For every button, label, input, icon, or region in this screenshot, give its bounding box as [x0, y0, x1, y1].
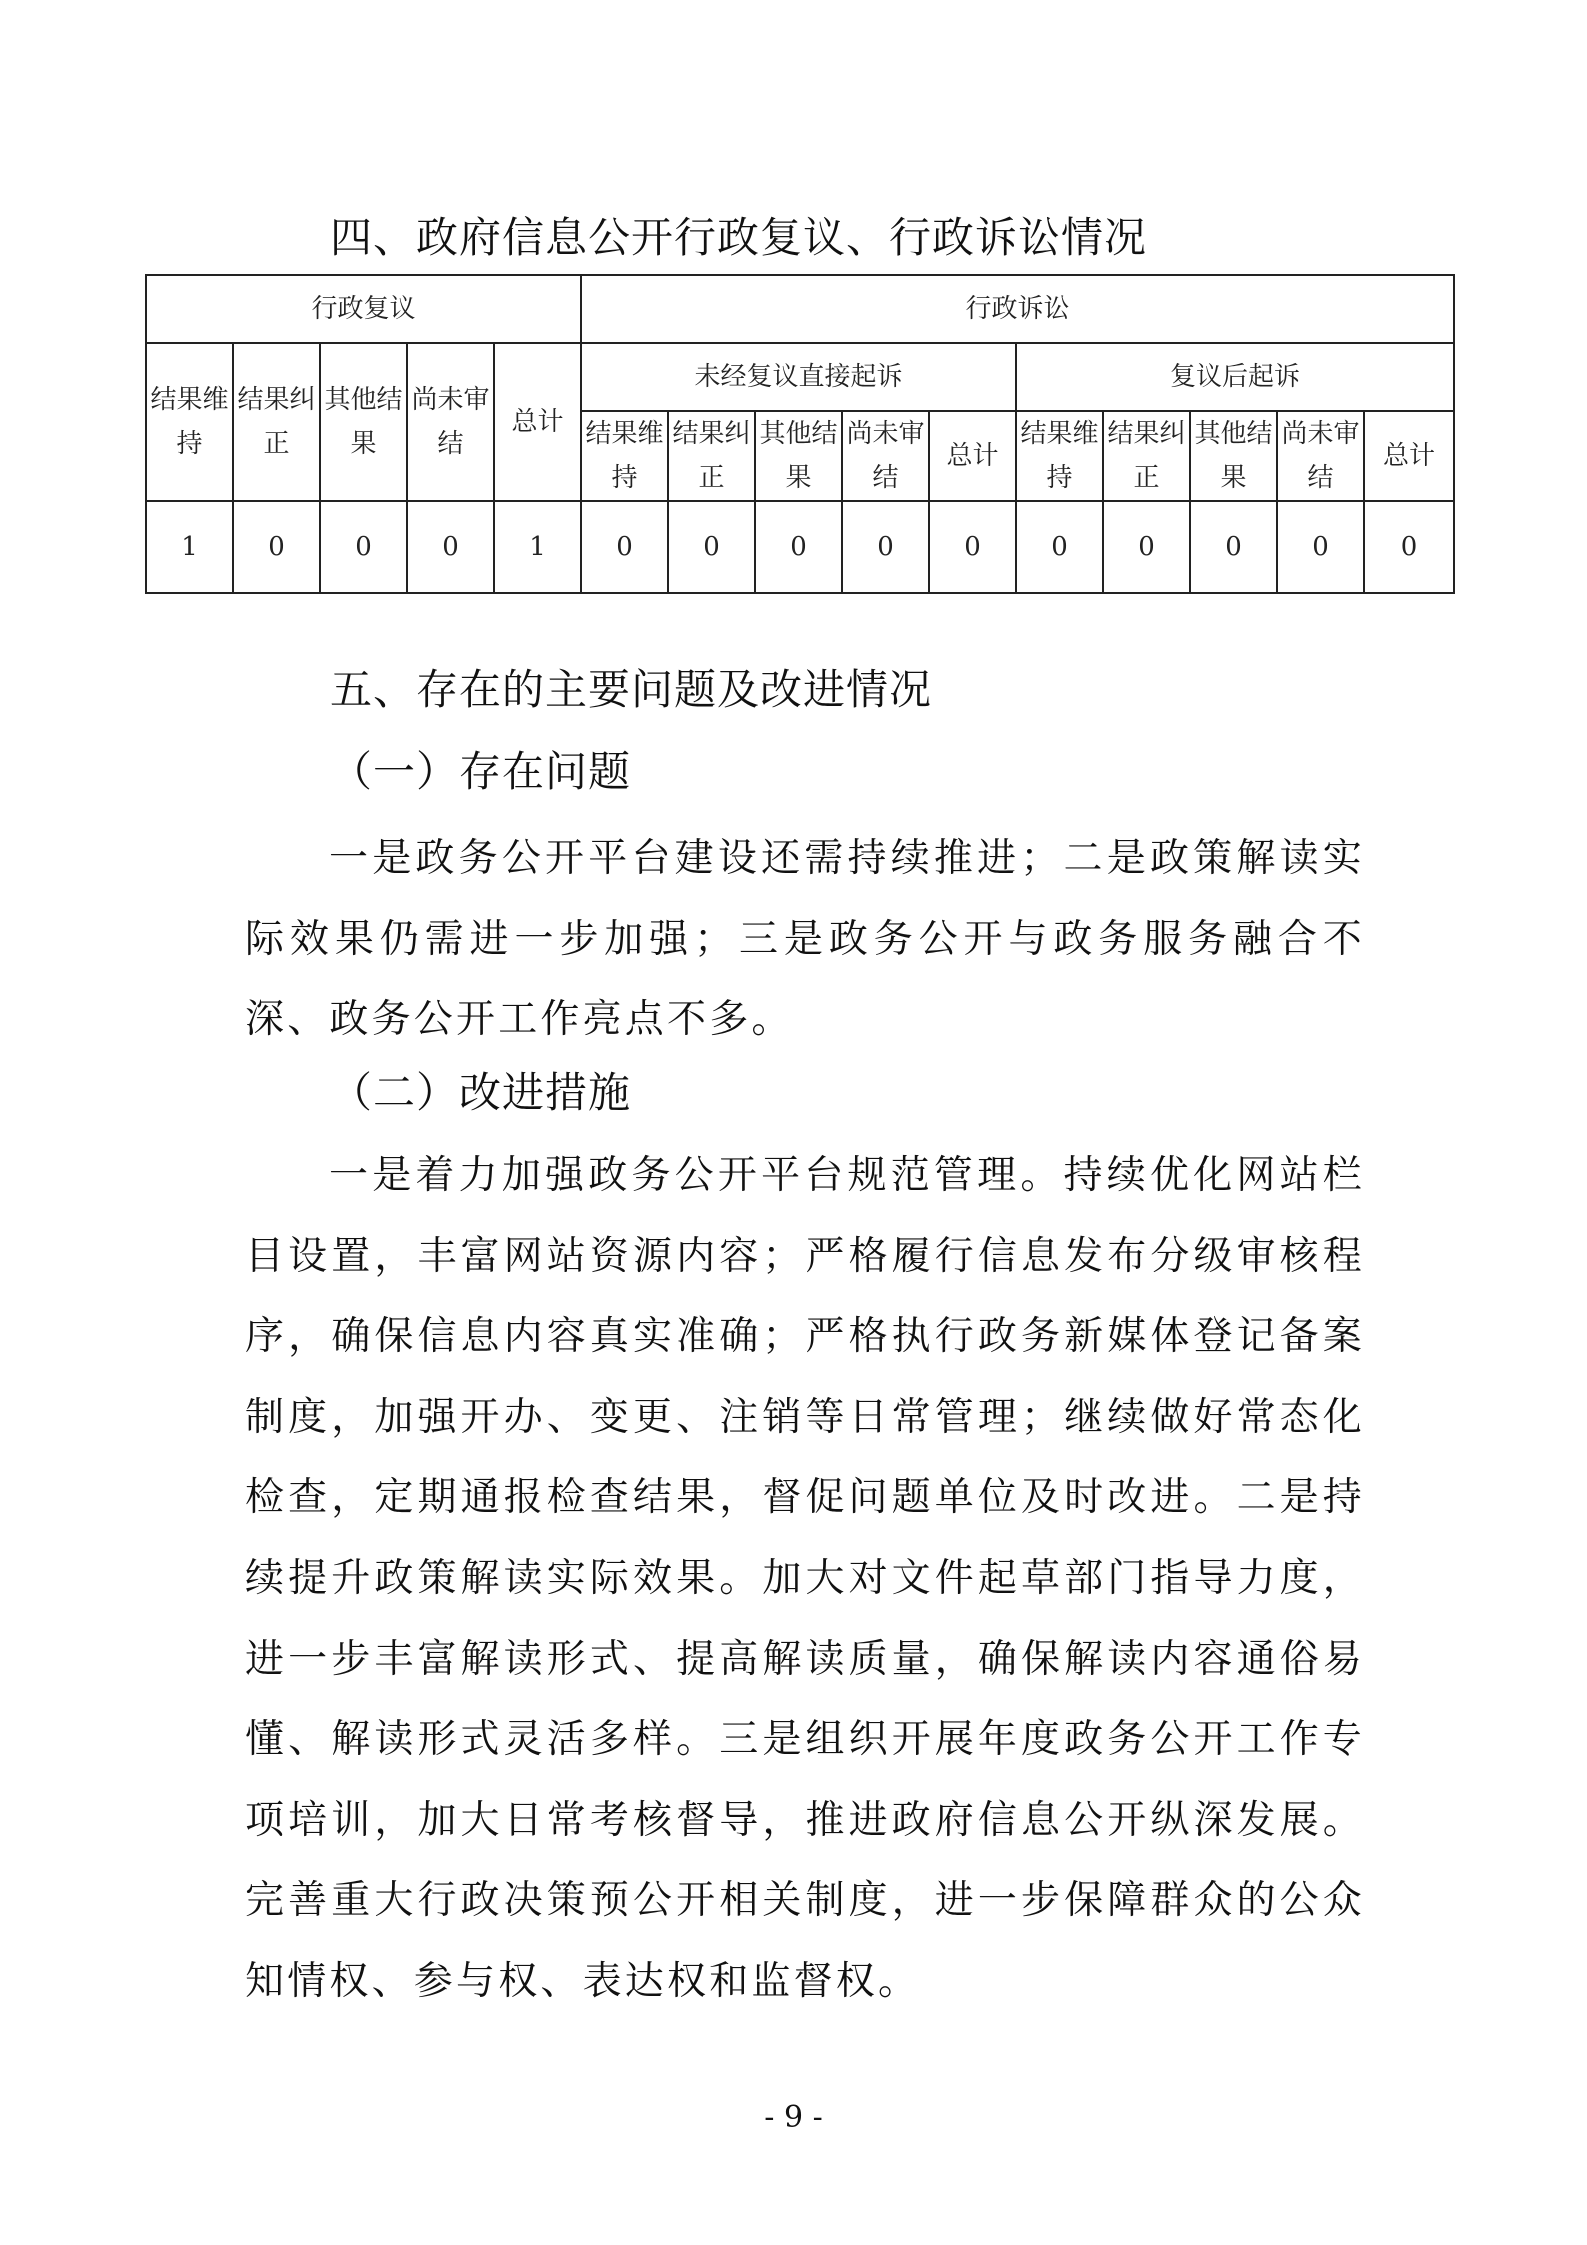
review-col-upheld: 结果维持 — [146, 343, 233, 501]
measures-lead-1: 一是 — [329, 1153, 416, 1198]
problems-text-3: 政务公开与政务服务融合不深、政务公开工作亮点不多。 — [245, 916, 1365, 1043]
administrative-review-header: 行政复议 — [146, 275, 581, 343]
problems-text-1: 政务公开平台建设还需持续推进； — [415, 836, 1063, 881]
subsection-measures-title: （二）改进措施 — [330, 1068, 632, 1117]
review-value-other: 0 — [320, 501, 407, 593]
review-value-pending: 0 — [407, 501, 494, 593]
direct-col-corrected: 结果纠正 — [668, 411, 755, 501]
post-review-col-corrected: 结果纠正 — [1103, 411, 1190, 501]
review-value-total: 1 — [494, 501, 581, 593]
post-review-col-upheld: 结果维持 — [1016, 411, 1103, 501]
direct-suit-header: 未经复议直接起诉 — [581, 343, 1016, 411]
post-review-col-total: 总计 — [1364, 411, 1454, 501]
measures-lead-3: 三是 — [719, 1717, 806, 1763]
direct-col-pending: 尚未审结 — [842, 411, 929, 501]
direct-col-total: 总计 — [929, 411, 1016, 501]
direct-col-upheld: 结果维持 — [581, 411, 668, 501]
section-5-title: 五、存在的主要问题及改进情况 — [330, 665, 933, 714]
measures-paragraph — [245, 1136, 1365, 2023]
review-col-pending: 尚未审结 — [407, 343, 494, 501]
post-review-col-other: 其他结果 — [1190, 411, 1277, 501]
direct-value-corrected: 0 — [668, 501, 755, 593]
measures-lead-2: 二是 — [1236, 1475, 1323, 1521]
post-review-col-pending: 尚未审结 — [1277, 411, 1364, 501]
review-value-upheld: 1 — [146, 501, 233, 593]
subsection-problems-title: （一）存在问题 — [330, 747, 632, 796]
direct-value-total: 0 — [929, 501, 1016, 593]
review-col-corrected: 结果纠正 — [233, 343, 320, 501]
post-review-value-total: 0 — [1364, 501, 1454, 593]
direct-col-other: 其他结果 — [755, 411, 842, 501]
direct-value-upheld: 0 — [581, 501, 668, 593]
post-review-value-corrected: 0 — [1103, 501, 1190, 593]
problems-lead-1: 一是 — [329, 836, 416, 881]
page-number: - 9 - — [764, 2100, 823, 2135]
table-subheader-row — [146, 343, 1454, 411]
post-review-suit-header: 复议后起诉 — [1016, 343, 1454, 411]
problems-lead-2: 二是 — [1062, 836, 1150, 881]
measures-text-3: 组织开展年度政务公开工作专项培训，加大日常考核督导，推进政府信息公开纵深发展。完善重大行政决策预公开相关制度，进一步保障群众的公众知情权、参与权、表达权和监督权。 — [245, 1717, 1366, 2004]
problems-lead-3: 三是 — [736, 916, 829, 962]
post-review-value-other: 0 — [1190, 501, 1277, 593]
measures-text-1: 着力加强政务公开平台规范管理。持续优化网站栏目设置，丰富网站资源内容；严格履行信息发布分级审核程序，确保信息内容真实准确；严格执行政务新媒体登记备案制度，加强开办、变更、注销等日常管理；继续做好常态化检查，定期通报检查结果，督促问题单位及时改进。 — [245, 1153, 1365, 1521]
direct-value-other: 0 — [755, 501, 842, 593]
problems-paragraph — [245, 819, 1365, 1061]
problems-text-2: 政策解读实际效果仍需进一步加强； — [245, 836, 1365, 962]
post-review-value-pending: 0 — [1277, 501, 1364, 593]
table-values-row — [146, 501, 1454, 593]
post-review-value-upheld: 0 — [1016, 501, 1103, 593]
measures-text-2: 持续提升政策解读实际效果。加大对文件起草部门指导力度，进一步丰富解读形式、提高解读质量，确保解读内容通俗易懂、解读形式灵活多样。 — [245, 1475, 1365, 1763]
table-header-row — [146, 275, 1454, 343]
administrative-litigation-header: 行政诉讼 — [581, 275, 1454, 343]
direct-value-pending: 0 — [842, 501, 929, 593]
review-value-corrected: 0 — [233, 501, 320, 593]
section-4-title: 四、政府信息公开行政复议、行政诉讼情况 — [330, 213, 1148, 262]
review-col-total: 总计 — [494, 343, 581, 501]
review-litigation-table — [145, 274, 1455, 594]
review-col-other: 其他结果 — [320, 343, 407, 501]
